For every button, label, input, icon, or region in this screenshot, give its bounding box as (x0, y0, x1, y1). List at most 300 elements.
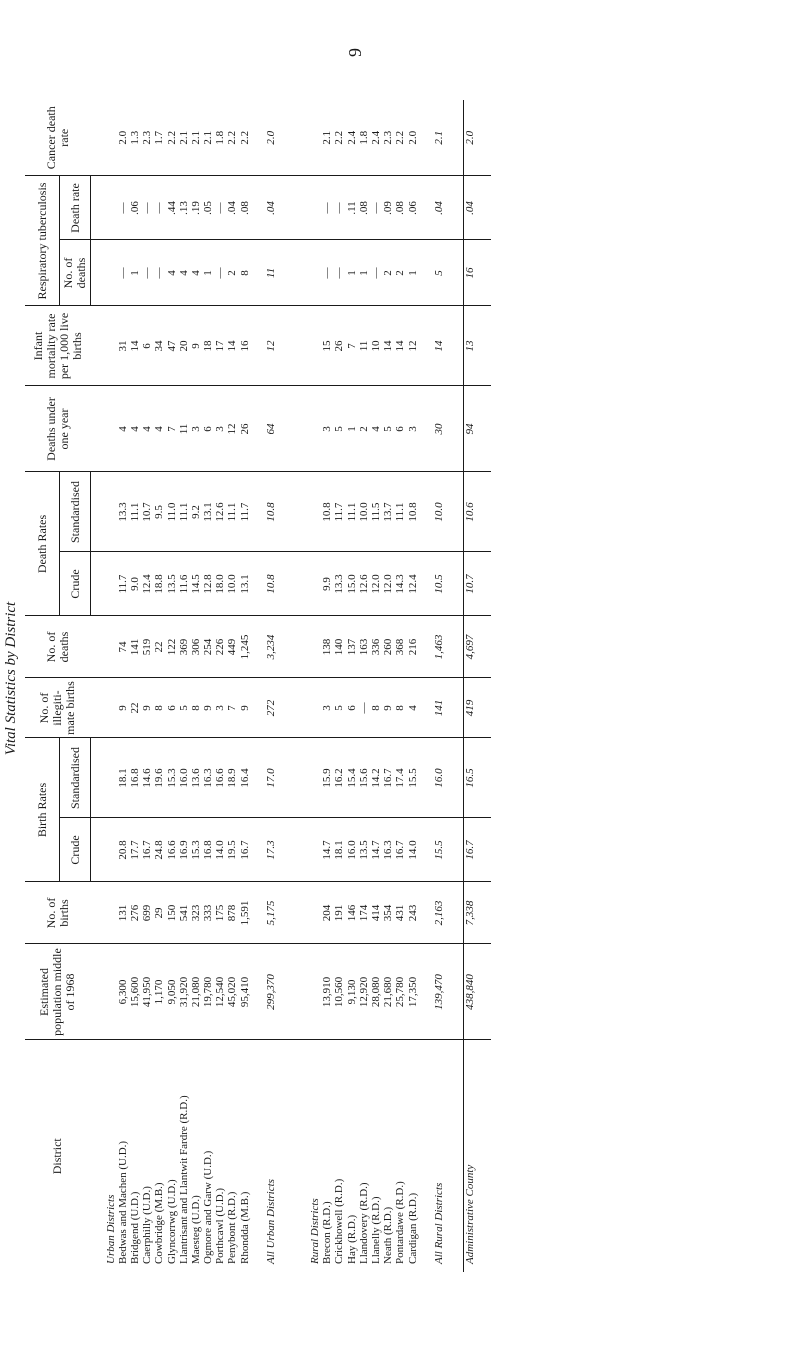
cell-infant: 34 (154, 306, 166, 386)
cell-infant: 12 (265, 306, 277, 386)
cell-resp-rate: — (142, 176, 154, 240)
cell-br-crude: 18.1 (334, 818, 346, 882)
cell-deaths: 369 (178, 616, 190, 678)
cell-cancer: 2.4 (370, 100, 382, 176)
cell-births: 150 (166, 882, 178, 944)
cell-dr-std: 10.6 (464, 472, 477, 552)
cell-under1: 5 (383, 386, 395, 472)
cell-pop: 41,950 (142, 944, 154, 1040)
cell-br-std: 16.6 (215, 738, 227, 818)
cell-illeg: 4 (407, 678, 419, 738)
cell-births: 323 (190, 882, 202, 944)
cell-br-crude: 17.3 (265, 818, 277, 882)
cell-dr-crude: 12.4 (407, 552, 419, 616)
cell-dr-std: 12.6 (215, 472, 227, 552)
cell-dr-crude: 14.5 (190, 552, 202, 616)
cell-resp-no: — (322, 240, 334, 306)
cell-pop: 12,540 (215, 944, 227, 1040)
table-row (322, 100, 334, 1272)
cell-resp-rate: .05 (203, 176, 215, 240)
table-row (395, 100, 407, 1272)
cell-under1: 6 (203, 386, 215, 472)
cell-births: 243 (407, 882, 419, 944)
cell-resp-no: 8 (239, 240, 251, 306)
cell-resp-no: 2 (395, 240, 407, 306)
cell-births: 131 (117, 882, 129, 944)
cell-infant: 18 (203, 306, 215, 386)
cell-under1: 5 (334, 386, 346, 472)
cell-births: 2,163 (433, 882, 445, 944)
cell-deaths: 449 (227, 616, 239, 678)
cell-dr-std: 11.1 (227, 472, 239, 552)
cell-under1: 64 (265, 386, 277, 472)
cell-dr-std: 10.0 (433, 472, 445, 552)
cell-pop: 139,470 (433, 944, 445, 1040)
cell-br-std: 17.4 (395, 738, 407, 818)
cell-br-crude: 14.7 (370, 818, 382, 882)
table-row (142, 100, 154, 1272)
cell-illeg: — (358, 678, 370, 738)
cell-cancer: 1.8 (358, 100, 370, 176)
cell-cancer: 2.1 (322, 100, 334, 176)
cell-dr-crude: 13.5 (166, 552, 178, 616)
cell-pop: 45,020 (227, 944, 239, 1040)
cell-dr-std: 11.1 (395, 472, 407, 552)
cell-br-crude: 16.0 (346, 818, 358, 882)
district-name: Rhondda (M.B.) (238, 1191, 251, 1264)
cell-illeg: 8 (395, 678, 407, 738)
cell-br-crude: 13.5 (358, 818, 370, 882)
cell-pop: 95,410 (239, 944, 251, 1040)
cell-dr-crude: 13.1 (239, 552, 251, 616)
cell-resp-rate: .08 (239, 176, 251, 240)
cell-infant: 6 (142, 306, 154, 386)
cell-births: 174 (358, 882, 370, 944)
cell-br-crude: 16.7 (142, 818, 154, 882)
district-name: Llantrisant and Llantwit Fardre (R.D.) (177, 1095, 190, 1264)
cell-infant: 14 (129, 306, 141, 386)
cell-dr-std: 11.0 (166, 472, 178, 552)
cell-infant: 9 (190, 306, 202, 386)
cell-births: 414 (370, 882, 382, 944)
cell-infant: 47 (166, 306, 178, 386)
district-name: Brecon (R.D.) (321, 1201, 334, 1264)
cell-illeg: 9 (239, 678, 251, 738)
district-name: Maesteg (U.D.) (189, 1195, 202, 1264)
table-row (346, 100, 358, 1272)
cell-dr-crude: 9.0 (129, 552, 141, 616)
cell-dr-std: 11.1 (346, 472, 358, 552)
cell-resp-no: 4 (178, 240, 190, 306)
spacer-row (419, 100, 433, 1272)
cell-br-std: 15.6 (358, 738, 370, 818)
cell-illeg: 272 (265, 678, 277, 738)
table-row (239, 100, 251, 1272)
page-title: Vital Statistics by District (3, 601, 19, 756)
cell-br-crude: 24.8 (154, 818, 166, 882)
cell-br-crude: 16.8 (203, 818, 215, 882)
cell-births: 175 (215, 882, 227, 944)
cell-births: 29 (154, 882, 166, 944)
cell-illeg: 22 (129, 678, 141, 738)
cell-br-crude: 16.7 (239, 818, 251, 882)
district-name: Cardigan (R.D.) (406, 1192, 419, 1264)
cell-resp-no: 1 (358, 240, 370, 306)
cell-pop: 21,680 (383, 944, 395, 1040)
cell-br-std: 15.5 (407, 738, 419, 818)
cell-infant: 7 (346, 306, 358, 386)
table-row (215, 100, 227, 1272)
table-row (370, 100, 382, 1272)
header-no-deaths: No. of deaths (25, 616, 91, 678)
district-name: Administrative County (464, 1040, 477, 1272)
cell-br-std: 16.5 (464, 738, 477, 818)
cell-infant: 17 (215, 306, 227, 386)
cell-dr-crude: 11.6 (178, 552, 190, 616)
cell-pop: 9,050 (166, 944, 178, 1040)
district-name: Cowbridge (M.B.) (153, 1182, 166, 1264)
cell-dr-crude: 12.8 (203, 552, 215, 616)
cell-dr-std: 9.2 (190, 472, 202, 552)
district-name: Porthcawl (U.D.) (214, 1187, 227, 1264)
cell-dr-crude: 18.0 (215, 552, 227, 616)
cell-resp-rate: .19 (190, 176, 202, 240)
cell-br-std: 16.4 (239, 738, 251, 818)
cell-dr-crude: 12.4 (142, 552, 154, 616)
cell-dr-crude: 13.3 (334, 552, 346, 616)
cell-infant: 16 (239, 306, 251, 386)
cell-pop: 12,920 (358, 944, 370, 1040)
cell-illeg: 3 (215, 678, 227, 738)
spacer-row (477, 100, 491, 1272)
cell-under1: 4 (154, 386, 166, 472)
cell-births: 699 (142, 882, 154, 944)
cell-dr-std: 13.7 (383, 472, 395, 552)
header-population: Estimated population middle of 1968 (25, 944, 91, 1040)
table-row (227, 100, 239, 1272)
cell-under1: 26 (239, 386, 251, 472)
cell-under1: 94 (464, 386, 477, 472)
cell-infant: 15 (322, 306, 334, 386)
cell-resp-no: 2 (227, 240, 239, 306)
cell-br-std: 16.0 (433, 738, 445, 818)
cell-br-crude: 19.5 (227, 818, 239, 882)
table-body (91, 100, 491, 1272)
cell-under1: 30 (433, 386, 445, 472)
cell-cancer: 2.1 (190, 100, 202, 176)
cell-cancer: 2.3 (383, 100, 395, 176)
cell-br-crude: 14.0 (407, 818, 419, 882)
cell-under1: 3 (190, 386, 202, 472)
cell-dr-crude: 12.0 (383, 552, 395, 616)
cell-dr-crude: 18.8 (154, 552, 166, 616)
cell-resp-rate: .08 (358, 176, 370, 240)
cell-births: 878 (227, 882, 239, 944)
cell-br-std: 15.9 (322, 738, 334, 818)
cell-cancer: 2.1 (433, 100, 445, 176)
cell-cancer: 1.8 (215, 100, 227, 176)
cell-under1: 3 (322, 386, 334, 472)
cell-deaths: 74 (117, 616, 129, 678)
district-name: Crickhowell (R.D.) (333, 1178, 346, 1264)
cell-births: 146 (346, 882, 358, 944)
cell-resp-no: 4 (190, 240, 202, 306)
table-row (407, 100, 419, 1272)
cell-br-std: 15.3 (166, 738, 178, 818)
cell-births: 191 (334, 882, 346, 944)
cell-cancer: 2.2 (166, 100, 178, 176)
cell-br-std: 16.2 (334, 738, 346, 818)
cell-resp-no: 11 (265, 240, 277, 306)
cell-pop: 13,910 (322, 944, 334, 1040)
cell-deaths: 336 (370, 616, 382, 678)
cell-br-std: 13.6 (190, 738, 202, 818)
cell-births: 5,175 (265, 882, 277, 944)
cell-pop: 6,300 (117, 944, 129, 1040)
cell-pop: 438,840 (464, 944, 477, 1040)
cell-infant: 11 (358, 306, 370, 386)
cell-br-std: 17.0 (265, 738, 277, 818)
cell-cancer: 2.0 (265, 100, 277, 176)
cell-dr-std: 11.7 (334, 472, 346, 552)
cell-pop: 21,080 (190, 944, 202, 1040)
cell-br-crude: 14.0 (215, 818, 227, 882)
district-name: Pontardawe (R.D.) (394, 1181, 407, 1264)
cell-cancer: 1.3 (129, 100, 141, 176)
cell-under1: 7 (166, 386, 178, 472)
cell-dr-std: 10.8 (265, 472, 277, 552)
cell-cancer: 2.1 (203, 100, 215, 176)
cell-dr-std: 10.8 (407, 472, 419, 552)
cell-illeg: 9 (142, 678, 154, 738)
table-row (203, 100, 215, 1272)
cell-pop: 15,600 (129, 944, 141, 1040)
cell-resp-rate: .04 (433, 176, 445, 240)
header-no-births: No. of births (25, 882, 91, 944)
cell-deaths: 163 (358, 616, 370, 678)
cell-resp-no: — (142, 240, 154, 306)
cell-resp-rate: .06 (407, 176, 419, 240)
cell-resp-no: — (117, 240, 129, 306)
header-birth-rates: Birth Rates (25, 738, 60, 882)
cell-dr-crude: 10.7 (464, 552, 477, 616)
cell-resp-rate: — (215, 176, 227, 240)
cell-resp-no: 5 (433, 240, 445, 306)
cell-illeg: 419 (464, 678, 477, 738)
table-row (190, 100, 202, 1272)
cell-cancer: 2.0 (117, 100, 129, 176)
cell-cancer: 2.0 (464, 100, 477, 176)
cell-pop: 31,920 (178, 944, 190, 1040)
cell-pop: 17,350 (407, 944, 419, 1040)
cell-resp-no: 1 (346, 240, 358, 306)
header-death-rates: Death Rates (25, 472, 60, 616)
cell-under1: 4 (370, 386, 382, 472)
cell-infant: 14 (227, 306, 239, 386)
cell-br-std: 14.2 (370, 738, 382, 818)
total-row (265, 100, 277, 1272)
cell-resp-rate: .44 (166, 176, 178, 240)
cell-illeg: 6 (166, 678, 178, 738)
cell-illeg: 5 (334, 678, 346, 738)
cell-cancer: 2.2 (227, 100, 239, 176)
district-name: Penybont (R.D.) (226, 1191, 239, 1264)
cell-br-std: 18.9 (227, 738, 239, 818)
cell-deaths: 3,234 (265, 616, 277, 678)
cell-br-crude: 16.6 (166, 818, 178, 882)
cell-resp-rate: — (334, 176, 346, 240)
section-heading: Urban Districts (104, 1194, 117, 1264)
cell-dr-crude: 11.7 (117, 552, 129, 616)
grand-total-row (464, 100, 477, 1272)
cell-resp-rate: .04 (464, 176, 477, 240)
spacer-row (277, 100, 295, 1272)
cell-dr-crude: 9.9 (322, 552, 334, 616)
header-death-standardised: Standardised (60, 472, 91, 552)
cell-cancer: 2.1 (178, 100, 190, 176)
cell-births: 204 (322, 882, 334, 944)
cell-br-crude: 15.3 (190, 818, 202, 882)
cell-cancer: 2.2 (395, 100, 407, 176)
cell-br-crude: 20.8 (117, 818, 129, 882)
cell-deaths: 226 (215, 616, 227, 678)
cell-deaths: 368 (395, 616, 407, 678)
cell-illeg: 8 (190, 678, 202, 738)
header-birth-standardised: Standardised (60, 738, 91, 818)
cell-resp-no: 1 (129, 240, 141, 306)
cell-births: 431 (395, 882, 407, 944)
cell-br-std: 16.0 (178, 738, 190, 818)
district-name: Caerphilly (U.D.) (141, 1186, 154, 1264)
cell-pop: 299,370 (265, 944, 277, 1040)
cell-pop: 28,080 (370, 944, 382, 1040)
cell-resp-no: — (334, 240, 346, 306)
cell-pop: 19,780 (203, 944, 215, 1040)
vital-statistics-table (25, 100, 491, 1272)
cell-illeg: 9 (203, 678, 215, 738)
header-resp-death-rate: Death rate (60, 176, 91, 240)
cell-resp-rate: .04 (227, 176, 239, 240)
cell-resp-no: 4 (166, 240, 178, 306)
cell-br-std: 16.7 (383, 738, 395, 818)
cell-infant: 12 (407, 306, 419, 386)
cell-births: 333 (203, 882, 215, 944)
cell-br-crude: 16.7 (464, 818, 477, 882)
cell-dr-std: 11.1 (178, 472, 190, 552)
cell-deaths: 519 (142, 616, 154, 678)
cell-resp-rate: — (154, 176, 166, 240)
cell-dr-std: 13.3 (117, 472, 129, 552)
cell-pop: 10,560 (334, 944, 346, 1040)
cell-under1: 3 (407, 386, 419, 472)
cell-illeg: 5 (178, 678, 190, 738)
cell-br-crude: 15.5 (433, 818, 445, 882)
cell-deaths: 138 (322, 616, 334, 678)
cell-deaths: 141 (129, 616, 141, 678)
section-heading-row (105, 100, 117, 1272)
district-name: Ogmore and Garw (U.D.) (202, 1150, 215, 1264)
cell-infant: 26 (334, 306, 346, 386)
cell-infant: 10 (370, 306, 382, 386)
district-name: Neath (R.D.) (382, 1206, 395, 1264)
district-name: Hay (R.D.) (345, 1214, 358, 1264)
cell-under1: 4 (142, 386, 154, 472)
cell-cancer: 2.2 (239, 100, 251, 176)
cell-births: 354 (383, 882, 395, 944)
cell-under1: 4 (117, 386, 129, 472)
cell-cancer: 2.3 (142, 100, 154, 176)
cell-deaths: 254 (203, 616, 215, 678)
cell-deaths: 137 (346, 616, 358, 678)
cell-deaths: 4,697 (464, 616, 477, 678)
cell-dr-std: 10.7 (142, 472, 154, 552)
cell-br-crude: 14.7 (322, 818, 334, 882)
cell-deaths: 216 (407, 616, 419, 678)
section-heading-row (309, 100, 321, 1272)
table-row (383, 100, 395, 1272)
cell-br-std: 16.8 (129, 738, 141, 818)
cell-resp-no: — (370, 240, 382, 306)
cell-br-crude: 17.7 (129, 818, 141, 882)
cell-deaths: 1,245 (239, 616, 251, 678)
cell-deaths: 1,463 (433, 616, 445, 678)
cell-under1: 2 (358, 386, 370, 472)
spacer-row (295, 100, 309, 1272)
cell-cancer: 1.7 (154, 100, 166, 176)
cell-resp-rate: — (370, 176, 382, 240)
cell-illeg: 3 (322, 678, 334, 738)
spacer-row (91, 100, 106, 1272)
district-name: Llanelly (R.D.) (369, 1196, 382, 1264)
cell-resp-rate: .13 (178, 176, 190, 240)
cell-dr-std: 10.0 (358, 472, 370, 552)
district-name: Bridgend (U.D.) (128, 1191, 141, 1264)
cell-infant: 13 (464, 306, 477, 386)
cell-br-std: 18.1 (117, 738, 129, 818)
cell-illeg: 141 (433, 678, 445, 738)
cell-illeg: 7 (227, 678, 239, 738)
district-name: Glyncorrwg (U.D.) (165, 1179, 178, 1264)
header-infant-mortality: Infant mortality rate per 1,000 live births (25, 306, 91, 386)
table-row (154, 100, 166, 1272)
header-district: District (50, 1138, 65, 1175)
cell-under1: 12 (227, 386, 239, 472)
cell-births: 541 (178, 882, 190, 944)
cell-under1: 11 (178, 386, 190, 472)
cell-resp-rate: .06 (129, 176, 141, 240)
cell-under1: 1 (346, 386, 358, 472)
cell-br-crude: 16.9 (178, 818, 190, 882)
cell-br-std: 14.6 (142, 738, 154, 818)
cell-resp-no: — (215, 240, 227, 306)
cell-resp-rate: .04 (265, 176, 277, 240)
total-row (433, 100, 445, 1272)
cell-br-crude: 16.3 (383, 818, 395, 882)
cell-illeg: 8 (154, 678, 166, 738)
cell-resp-rate: .11 (346, 176, 358, 240)
cell-pop: 1,170 (154, 944, 166, 1040)
table-row (178, 100, 190, 1272)
cell-deaths: 260 (383, 616, 395, 678)
cell-resp-no: 1 (203, 240, 215, 306)
cell-pop: 25,780 (395, 944, 407, 1040)
cell-deaths: 122 (166, 616, 178, 678)
cell-deaths: 140 (334, 616, 346, 678)
district-name: All Urban Districts (264, 1179, 277, 1264)
cell-pop: 9,130 (346, 944, 358, 1040)
header-birth-crude: Crude (60, 818, 91, 882)
header-respiratory-tb: Respiratory tuberculosis (25, 176, 60, 306)
